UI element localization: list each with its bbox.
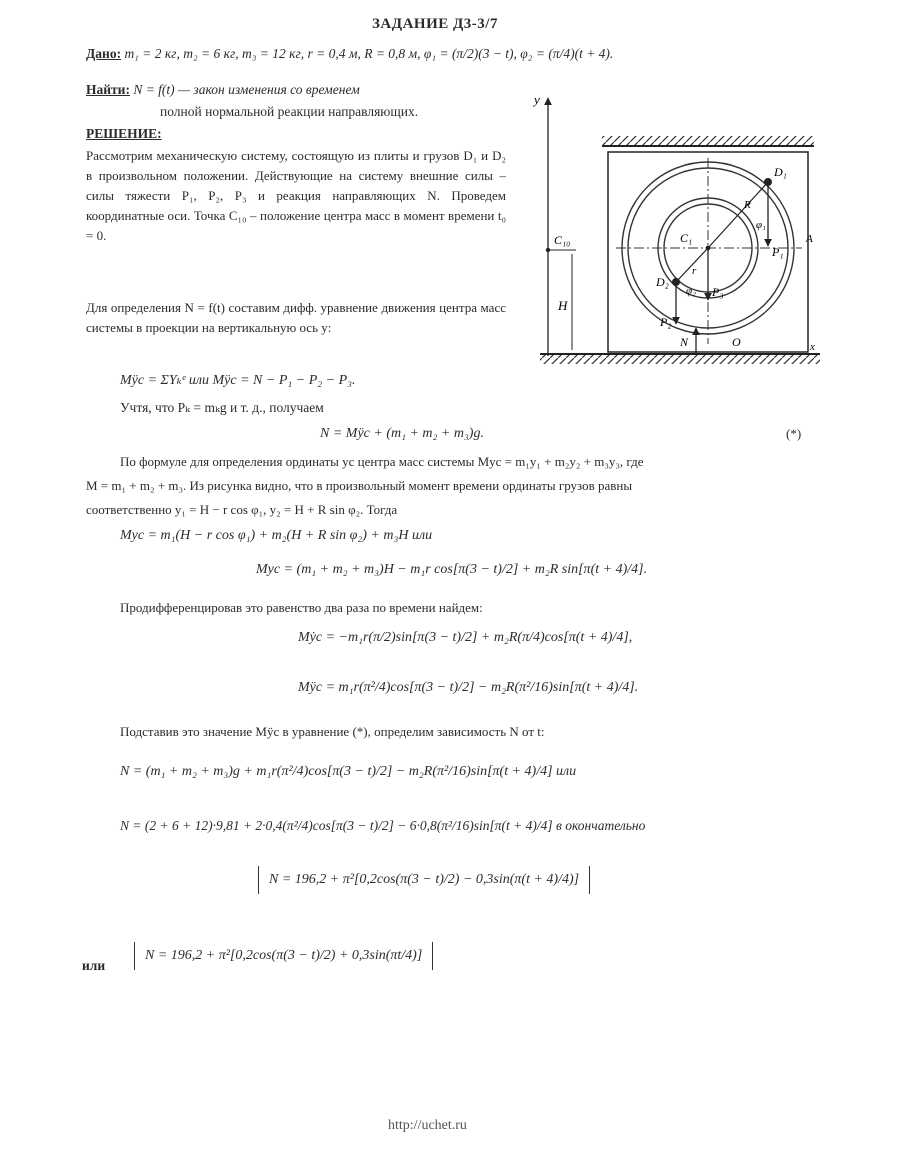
mechanism-figure	[510, 78, 830, 378]
d1-label: D₁	[774, 165, 787, 179]
page-title: ЗАДАНИЕ Д3-3/7	[372, 16, 498, 32]
find-text-1: N = f(t) — закон изменения со временем	[133, 82, 360, 97]
equation-2: Myc = m₁(H − r cos φ₁) + m₂(H + R sin φ₂) + m₃H или	[120, 528, 433, 543]
line-pk: Учтя, что Pₖ = mₖg и т. д., получаем	[120, 400, 324, 415]
r-small-label: r	[692, 265, 697, 277]
paragraph-3c: соответственно y₁ = H − r cos φ₁, y₂ = H + R sin φ₂. Тогда	[86, 502, 398, 517]
equation-star-number: (*)	[786, 426, 802, 441]
c1-label: C₁	[680, 231, 693, 245]
line-differentiate: Продифференцировав это равенство два раза по времени найдем:	[120, 600, 483, 615]
find-label: Найти:	[86, 82, 130, 97]
given-label: Дано:	[86, 46, 122, 61]
y-axis-label: y	[534, 92, 540, 107]
line-substitute: Подставив это значение Mÿc в уравнение (*), определим зависимость N от t:	[120, 724, 545, 739]
o-axis-x: x	[810, 341, 815, 353]
o-label: O	[732, 335, 741, 349]
or-label: или	[82, 958, 106, 973]
paragraph-1: Рассмотрим механическую систему, состоящую из плиты и грузов D₁ и D₂ в произвольном положении. Действующие на систему внешние силы – силы тяжести P₁, P₂, P₃ и реакция направляющих N. Проведем координатные оси. Точка C₁₀ – положение центра масс в момент времени t₀ = 0.	[86, 148, 506, 243]
equation-star: N = Mÿc + (m₁ + m₂ + m₃)g.	[320, 426, 484, 441]
paragraph-3a: По формуле для определения ординаты yc центра масс системы Myc = m₁y₁ + m₂y₂ + m₃y₃, где	[120, 454, 644, 469]
find-text-2: полной нормальной реакции направляющих.	[160, 104, 419, 119]
p2-label: P₂	[660, 315, 672, 329]
load-d1	[764, 178, 772, 186]
d2-label: D₂	[656, 275, 669, 289]
footer-url: http://uchet.ru	[388, 1118, 467, 1133]
paragraph-3b: M = m₁ + m₂ + m₃. Из рисунка видно, что в произвольный момент времени ординаты грузов равны	[86, 478, 633, 493]
h-label: H	[558, 298, 568, 313]
phi1-label: φ₁	[756, 219, 766, 231]
ground-hatch	[540, 354, 820, 364]
equation-7: N = (2 + 6 + 12)·9,81 + 2·0,4(π²/4)cos[π(3 − t)/2] − 6·0,8(π²/16)sin[π(t + 4)/4] в окончательно	[120, 818, 646, 833]
equation-4: Mẏc = −m₁r(π/2)sin[π(3 − t)/2] + m₂R(π/4)cos[π(t + 4)/4],	[298, 630, 633, 645]
phi2-label: φ₂	[686, 285, 696, 297]
top-stop-hatch	[602, 136, 814, 146]
equation-5: Mÿc = m₁r(π²/4)cos[π(3 − t)/2] − m₂R(π²/16)sin[π(t + 4)/4].	[298, 680, 639, 695]
final-result-box: N = 196,2 + π²[0,2cos(π(3 − t)/2) − 0,3sin(π(t + 4)/4)]	[258, 866, 590, 894]
n-label: N	[680, 335, 689, 349]
paragraph-2: Для определения N = f(t) составим дифф. уравнение движения центра масс системы в проекции на вертикальную ось y:	[86, 300, 506, 335]
c10-point	[546, 248, 550, 252]
given-line	[86, 46, 613, 62]
solution-label: РЕШЕНИЕ:	[86, 126, 162, 141]
find-line	[86, 82, 360, 98]
load-d2	[672, 278, 680, 286]
alternative-result-box: N = 196,2 + π²[0,2cos(π(3 − t)/2) + 0,3sin(πt/4)]	[134, 942, 433, 970]
c10-label: C₁₀	[554, 233, 571, 247]
r-big-label: R	[744, 199, 751, 211]
p1-label: P₁	[772, 245, 784, 259]
equation-6: N = (m₁ + m₂ + m₃)g + m₁r(π²/4)cos[π(3 − t)/2] − m₂R(π²/16)sin[π(t + 4)/4] или	[120, 764, 577, 779]
equation-3: Myc = (m₁ + m₂ + m₃)H − m₁r cos[π(3 − t)/2] + m₂R sin[π(t + 4)/4].	[256, 562, 648, 577]
equation-1: Mÿc = ΣYₖᵉ или Mÿc = N − P₁ − P₂ − P₃.	[120, 373, 356, 388]
a-label: A	[806, 233, 813, 245]
given-text: m₁ = 2 кг, m₂ = 6 кг, m₃ = 12 кг, r = 0,4 м, R = 0,8 м, φ₁ = (π/2)(3 − t), φ₂ = (π/4)(t + 4).	[124, 46, 614, 61]
p3-label: P₃	[712, 285, 724, 299]
radius-to-d1	[708, 182, 768, 248]
